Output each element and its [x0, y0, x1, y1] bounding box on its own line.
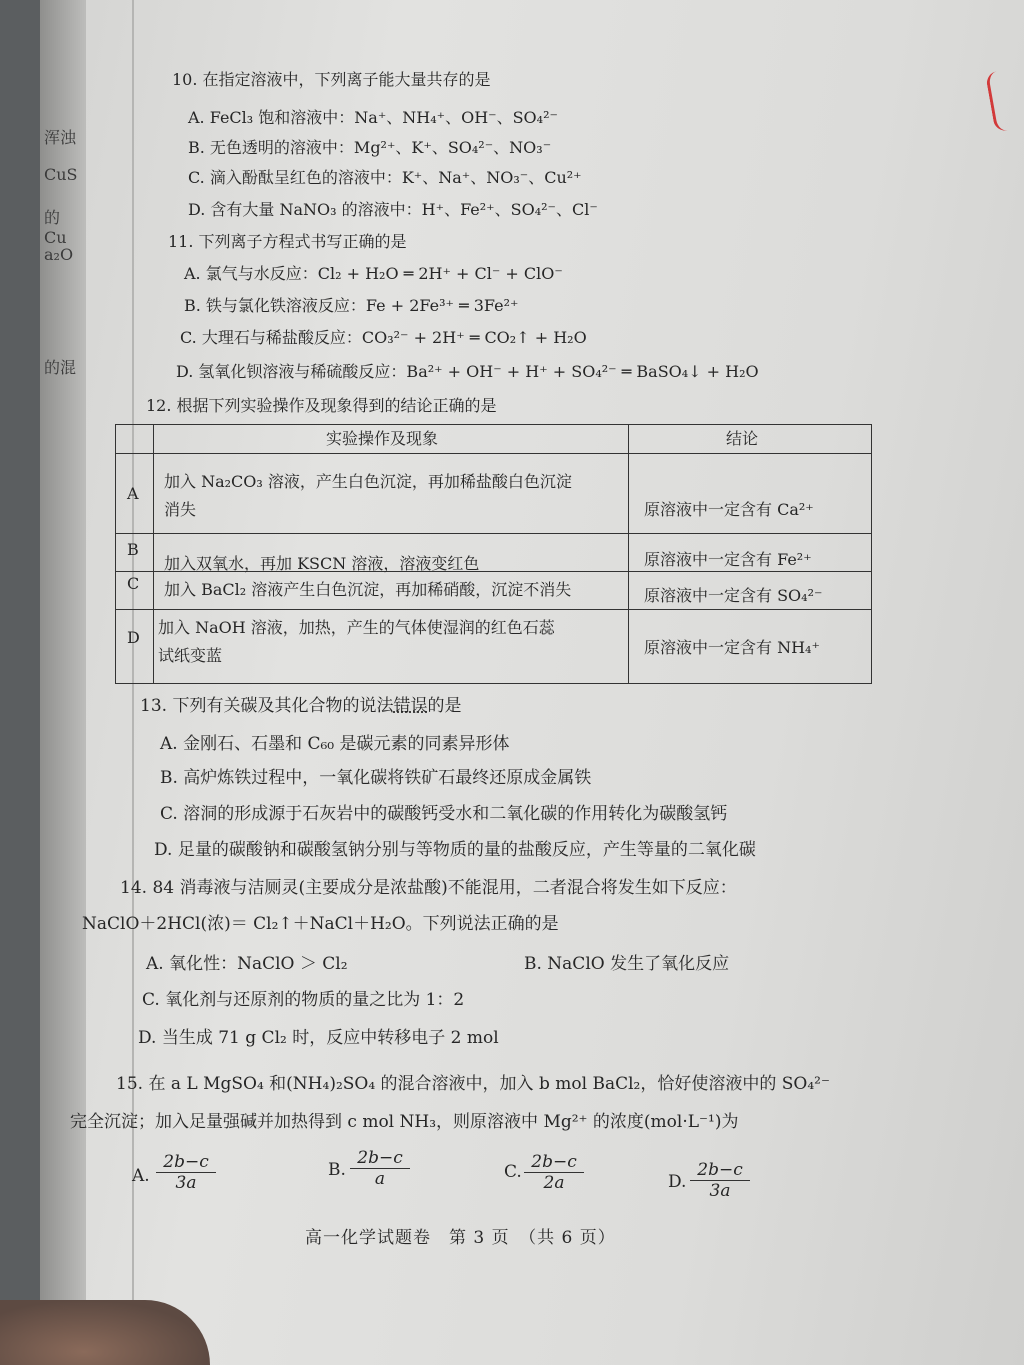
q13-option-b: B. 高炉炼铁过程中，一氧化碳将铁矿石最终还原成金属铁 [160, 768, 592, 788]
q11-option-d: D. 氢氧化钡溶液与稀硫酸反应：Ba²⁺ + OH⁻ + H⁺ + SO₄²⁻ ═ BaSO₄↓ + H₂O [176, 362, 759, 381]
q13-option-c: C. 溶洞的形成源于石灰岩中的碳酸钙受水和二氧化碳的作用转化为碳酸氢钙 [160, 804, 728, 824]
thumb-in-photo [0, 1300, 210, 1365]
q11-option-a: A. 氯气与水反应：Cl₂ + H₂O ═ 2H⁺ + Cl⁻ + ClO⁻ [184, 264, 563, 283]
table-cell-operation-cont: 试纸变蓝 [158, 646, 223, 665]
margin-fragment: 浑浊 [44, 128, 77, 147]
table-cell-operation-cont: 消失 [164, 500, 197, 519]
table-cell-conclusion: 原溶液中一定含有 Fe²⁺ [644, 550, 812, 569]
q13-stem-emphasis: 错误 [393, 696, 428, 716]
q11-option-c: C. 大理石与稀盐酸反应：CO₃²⁻ + 2H⁺ ═ CO₂↑ + H₂O [180, 328, 587, 347]
fraction-numerator: 2b−c [350, 1148, 410, 1169]
q14-option-b: B. NaClO 发生了氧化反应 [524, 954, 730, 974]
table-cell-conclusion: 原溶液中一定含有 NH₄⁺ [644, 638, 820, 657]
table-col-divider [153, 425, 154, 683]
table-cell-operation: 加入双氧水，再加 KSCN 溶液，溶液变红色 [164, 554, 480, 573]
table-row-divider [116, 609, 871, 610]
previous-page-strip [40, 0, 86, 1365]
q15-option-a-fraction [156, 1152, 216, 1193]
margin-fragment: 的混 [44, 358, 77, 377]
q13-stem-a: 13. 下列有关碳及其化合物的说法 [140, 696, 394, 716]
table-row-divider [116, 453, 871, 454]
table-header-conclusion: 结论 [726, 429, 759, 448]
q14-option-d: D. 当生成 71 g Cl₂ 时，反应中转移电子 2 mol [138, 1028, 499, 1048]
q15-option-b-fraction [350, 1148, 410, 1189]
q15-option-d-label: D. [668, 1172, 687, 1192]
table-row-label: C [127, 574, 140, 593]
table-cell-conclusion: 原溶液中一定含有 SO₄²⁻ [644, 586, 823, 605]
margin-fragment: CuS [44, 165, 78, 184]
q10-stem: 10. 在指定溶液中，下列离子能大量共存的是 [172, 70, 491, 89]
fraction-numerator: 2b−c [524, 1152, 584, 1173]
table-row-label: D [127, 628, 140, 647]
q11-stem: 11. 下列离子方程式书写正确的是 [168, 232, 407, 251]
fraction-denominator: 2a [543, 1173, 565, 1193]
table-cell-conclusion: 原溶液中一定含有 Ca²⁺ [644, 500, 814, 519]
margin-fragment: a₂O [44, 245, 74, 264]
q15-option-b-label: B. [328, 1160, 346, 1180]
q13-option-d: D. 足量的碳酸钠和碳酸氢钠分别与等物质的量的盐酸反应，产生等量的二氧化碳 [154, 840, 756, 860]
q15-stem-line1: 15. 在 a L MgSO₄ 和(NH₄)₂SO₄ 的混合溶液中，加入 b mol BaCl₂，恰好使溶液中的 SO₄²⁻ [116, 1074, 830, 1094]
q12-stem: 12. 根据下列实验操作及现象得到的结论正确的是 [146, 396, 497, 415]
q10-option-d: D. 含有大量 NaNO₃ 的溶液中：H⁺、Fe²⁺、SO₄²⁻、Cl⁻ [188, 200, 598, 219]
q11-option-b: B. 铁与氯化铁溶液反应：Fe + 2Fe³⁺ ═ 3Fe²⁺ [184, 296, 519, 315]
table-header-operation: 实验操作及现象 [326, 429, 439, 448]
q13-option-a: A. 金刚石、石墨和 C₆₀ 是碳元素的同素异形体 [160, 734, 510, 754]
page-footer: 高一化学试题卷 第 3 页 （共 6 页） [305, 1228, 616, 1248]
margin-fragment: 的 Cu [44, 208, 67, 247]
q14-option-a: A. 氧化性：NaClO ＞ Cl₂ [146, 954, 348, 974]
q10-option-a: A. FeCl₃ 饱和溶液中：Na⁺、NH₄⁺、OH⁻、SO₄²⁻ [188, 108, 558, 127]
table-cell-operation: 加入 Na₂CO₃ 溶液，产生白色沉淀，再加稀盐酸白色沉淀 [164, 472, 572, 491]
q12-table [115, 424, 872, 684]
fraction-numerator: 2b−c [156, 1152, 216, 1173]
q15-option-d-fraction [690, 1160, 750, 1201]
fraction-denominator: 3a [709, 1181, 731, 1201]
table-row-label: A [127, 484, 139, 503]
table-cell-operation: 加入 BaCl₂ 溶液产生白色沉淀，再加稀硝酸，沉淀不消失 [164, 580, 572, 599]
table-row-divider [116, 533, 871, 534]
q14-option-c: C. 氧化剂与还原剂的物质的量之比为 1：2 [142, 990, 465, 1010]
q15-option-c-fraction [524, 1152, 584, 1193]
q14-stem: 14. 84 消毒液与洁厕灵(主要成分是浓盐酸)不能混用，二者混合将发生如下反应： [120, 878, 737, 898]
q15-option-a-label: A. [132, 1166, 150, 1186]
q10-option-c: C. 滴入酚酞呈红色的溶液中：K⁺、Na⁺、NO₃⁻、Cu²⁺ [188, 168, 582, 187]
q13-stem [140, 696, 461, 716]
fraction-numerator: 2b−c [690, 1160, 750, 1181]
q15-option-c-label: C. [504, 1162, 522, 1182]
table-cell-operation: 加入 NaOH 溶液，加热，产生的气体使湿润的红色石蕊 [158, 618, 555, 637]
q13-stem-b: 的是 [427, 696, 462, 716]
table-col-divider [628, 425, 629, 683]
q10-option-b: B. 无色透明的溶液中：Mg²⁺、K⁺、SO₄²⁻、NO₃⁻ [188, 138, 552, 157]
fraction-denominator: a [374, 1169, 386, 1189]
fraction-denominator: 3a [175, 1173, 197, 1193]
q14-equation: NaClO＋2HCl(浓)＝ Cl₂↑＋NaCl＋H₂O。下列说法正确的是 [82, 914, 559, 934]
q15-stem-line2: 完全沉淀；加入足量强碱并加热得到 c mol NH₃，则原溶液中 Mg²⁺ 的浓度(mol·L⁻¹)为 [70, 1112, 739, 1132]
table-row-label: B [127, 540, 139, 559]
